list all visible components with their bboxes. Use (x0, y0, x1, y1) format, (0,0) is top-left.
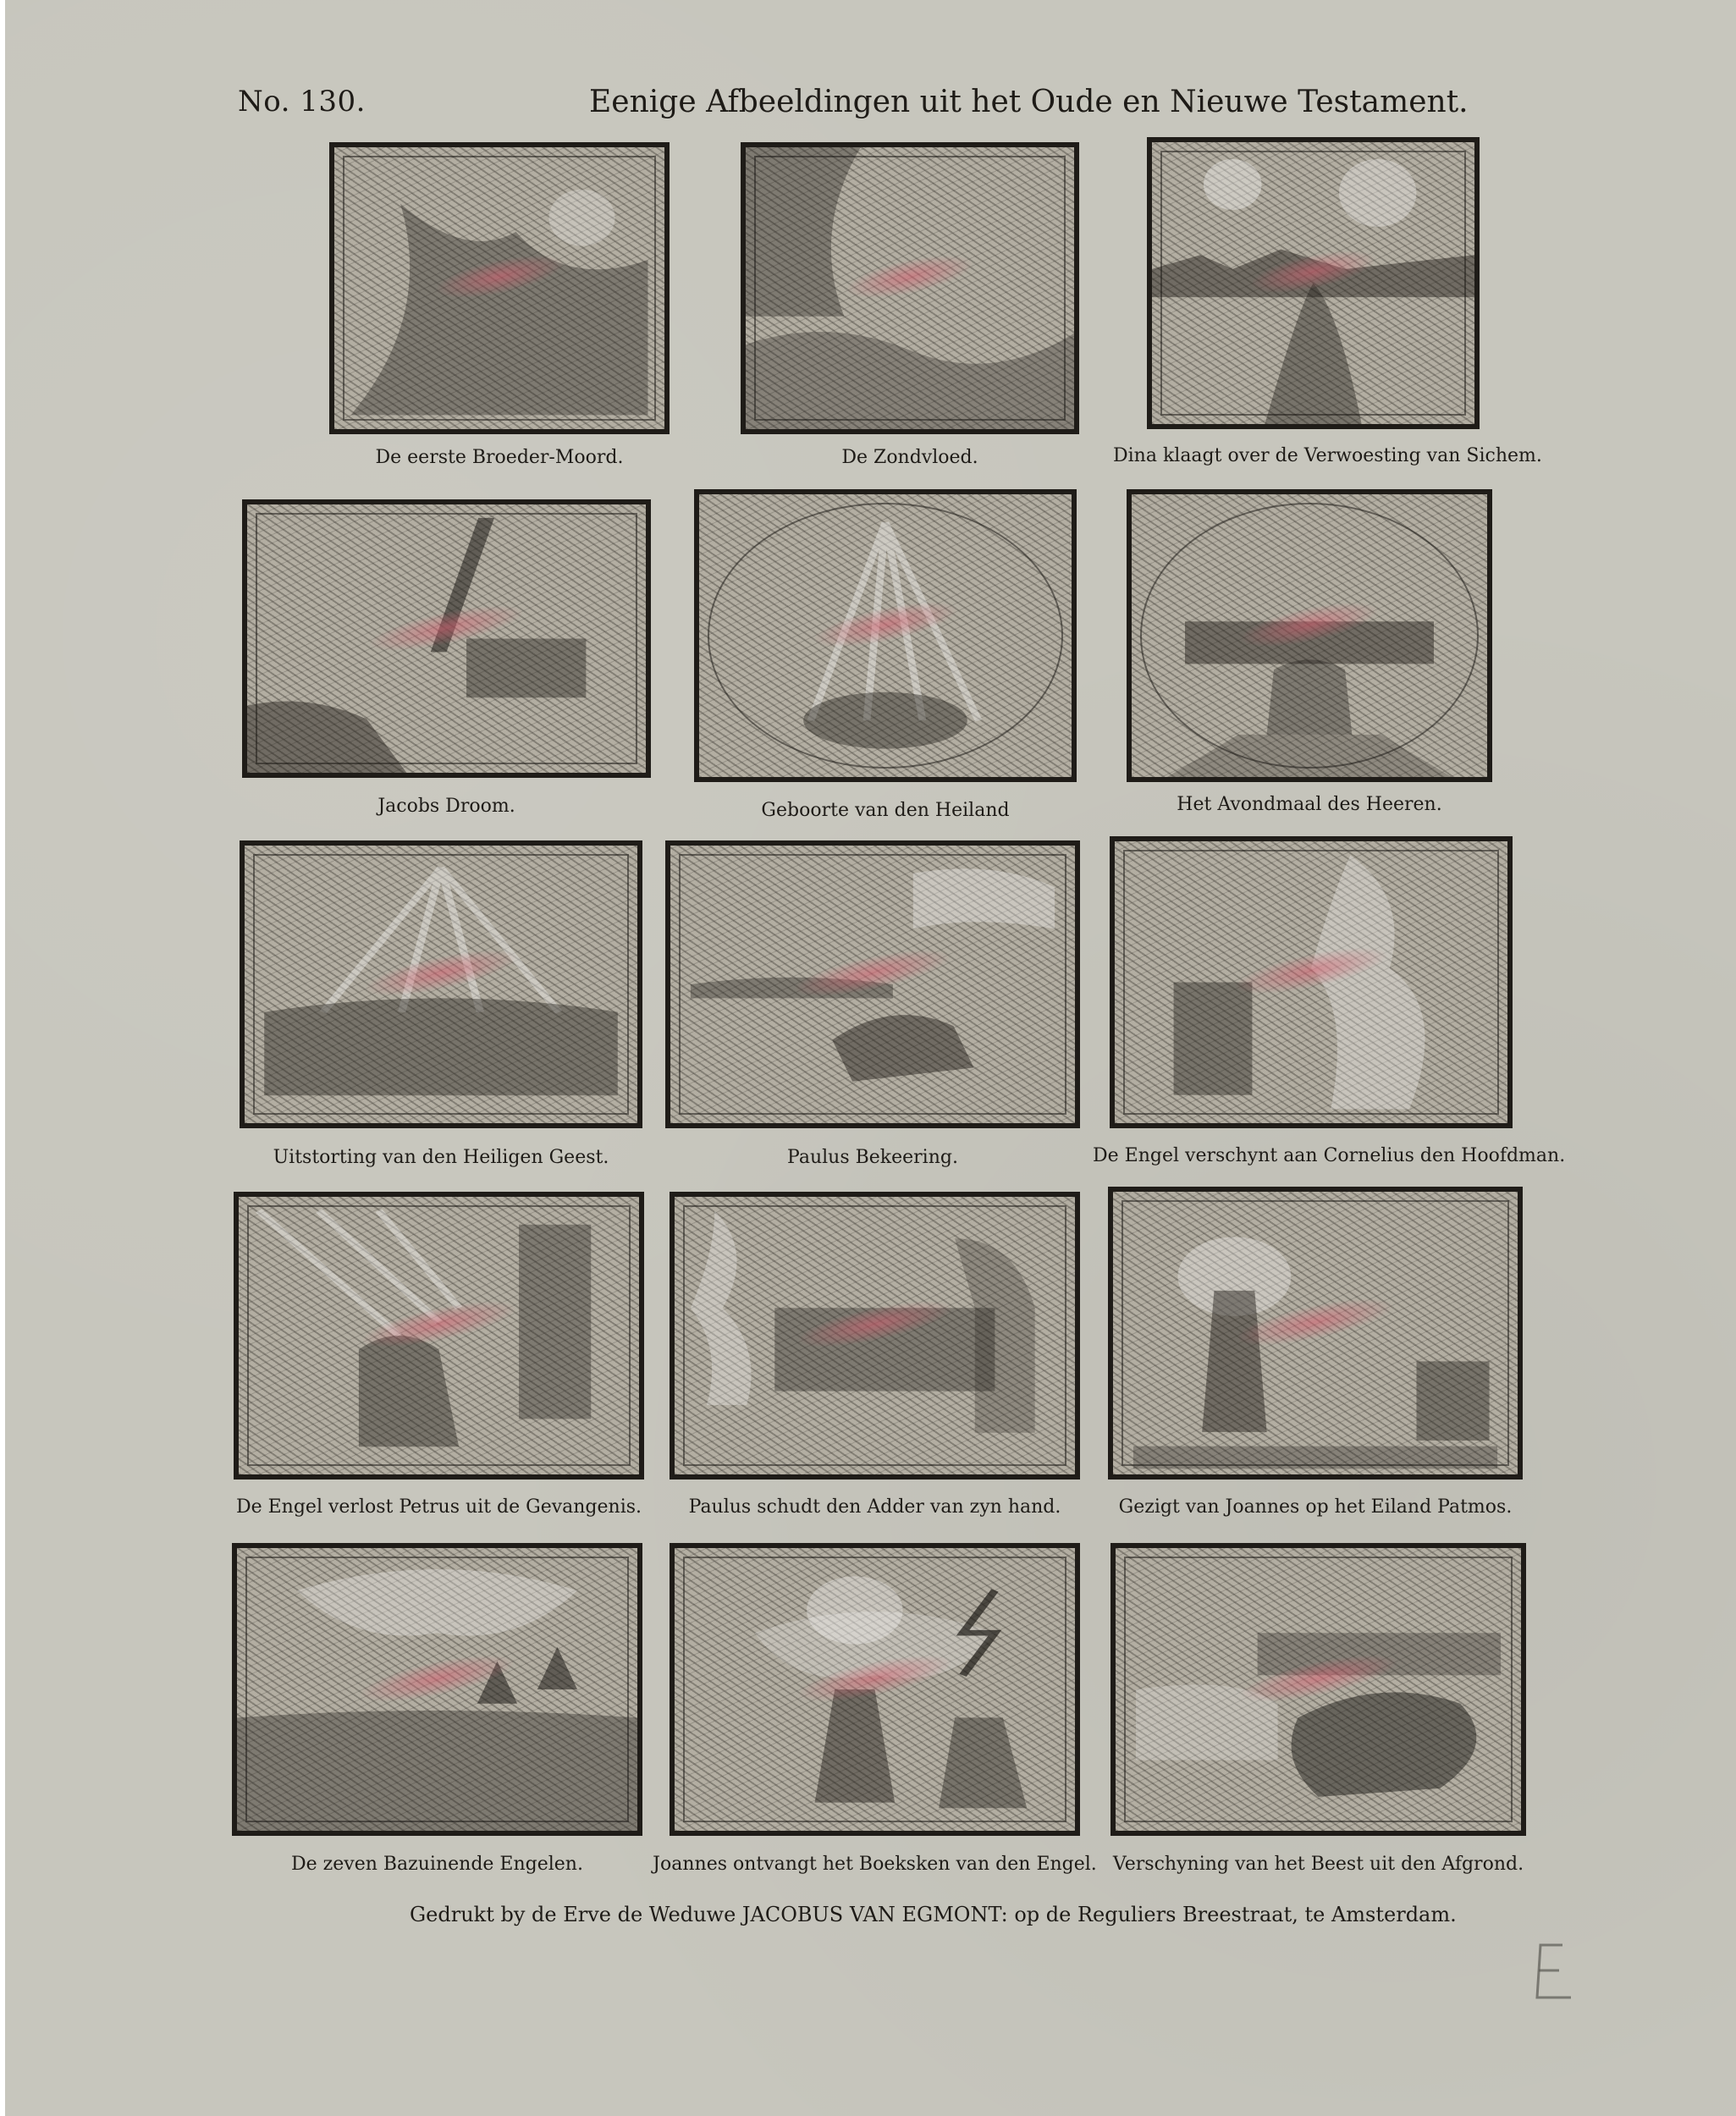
caption-5-3: Verschyning van het Beest uit den Afgrond. (1112, 1854, 1524, 1875)
woodcut-2-3 (1127, 489, 1492, 782)
caption-1-2: De Zondvloed. (841, 447, 978, 468)
woodcut-3-3 (1110, 836, 1513, 1128)
caption-5-2: Joannes ontvangt het Boeksken van den Engel. (653, 1854, 1097, 1875)
caption-1-1: De eerste Broeder-Moord. (375, 447, 624, 468)
caption-3-3: De Engel verschynt aan Cornelius den Hoofdman. (1093, 1145, 1566, 1166)
woodcut-5-2 (670, 1543, 1080, 1836)
caption-3-2: Paulus Bekeering. (787, 1147, 958, 1168)
woodcut-3-1 (240, 840, 642, 1128)
woodcut-2-2 (694, 489, 1077, 782)
caption-2-2: Geboorte van den Heiland (761, 800, 1010, 821)
caption-4-2: Paulus schudt den Adder van zyn hand. (688, 1496, 1061, 1518)
caption-1-3: Dina klaagt over de Verwoesting van Sichem. (1113, 445, 1542, 466)
caption-5-1: De zeven Bazuinende Engelen. (291, 1854, 583, 1875)
woodcut-4-1 (234, 1192, 644, 1480)
woodcut-4-3 (1108, 1187, 1523, 1480)
sheet-number: No. 130. (238, 85, 366, 118)
print-sheet (5, 0, 1736, 2116)
caption-2-1: Jacobs Droom. (378, 796, 515, 817)
sheet-title: Eenige Afbeeldingen uit het Oude en Nieuwe Testament. (589, 85, 1469, 119)
caption-2-3: Het Avondmaal des Heeren. (1177, 794, 1442, 815)
woodcut-5-3 (1110, 1543, 1526, 1836)
woodcut-1-1 (329, 142, 670, 434)
woodcut-4-2 (670, 1192, 1080, 1480)
printer-imprint: Gedrukt by de Erve de Weduwe JACOBUS VAN EGMONT: op de Reguliers Breestraat, te Amsterdam. (410, 1903, 1457, 1926)
caption-4-1: De Engel verlost Petrus uit de Gevangenis. (235, 1496, 642, 1518)
woodcut-2-1 (242, 499, 651, 778)
woodcut-1-2 (741, 142, 1079, 434)
woodcut-5-1 (232, 1543, 642, 1836)
caption-4-3: Gezigt van Joannes op het Eiland Patmos. (1118, 1496, 1513, 1518)
caption-3-1: Uitstorting van den Heiligen Geest. (273, 1147, 609, 1168)
woodcut-3-2 (665, 840, 1080, 1128)
woodcut-1-3 (1147, 137, 1480, 429)
pencil-mark-icon (1529, 1938, 1579, 2006)
